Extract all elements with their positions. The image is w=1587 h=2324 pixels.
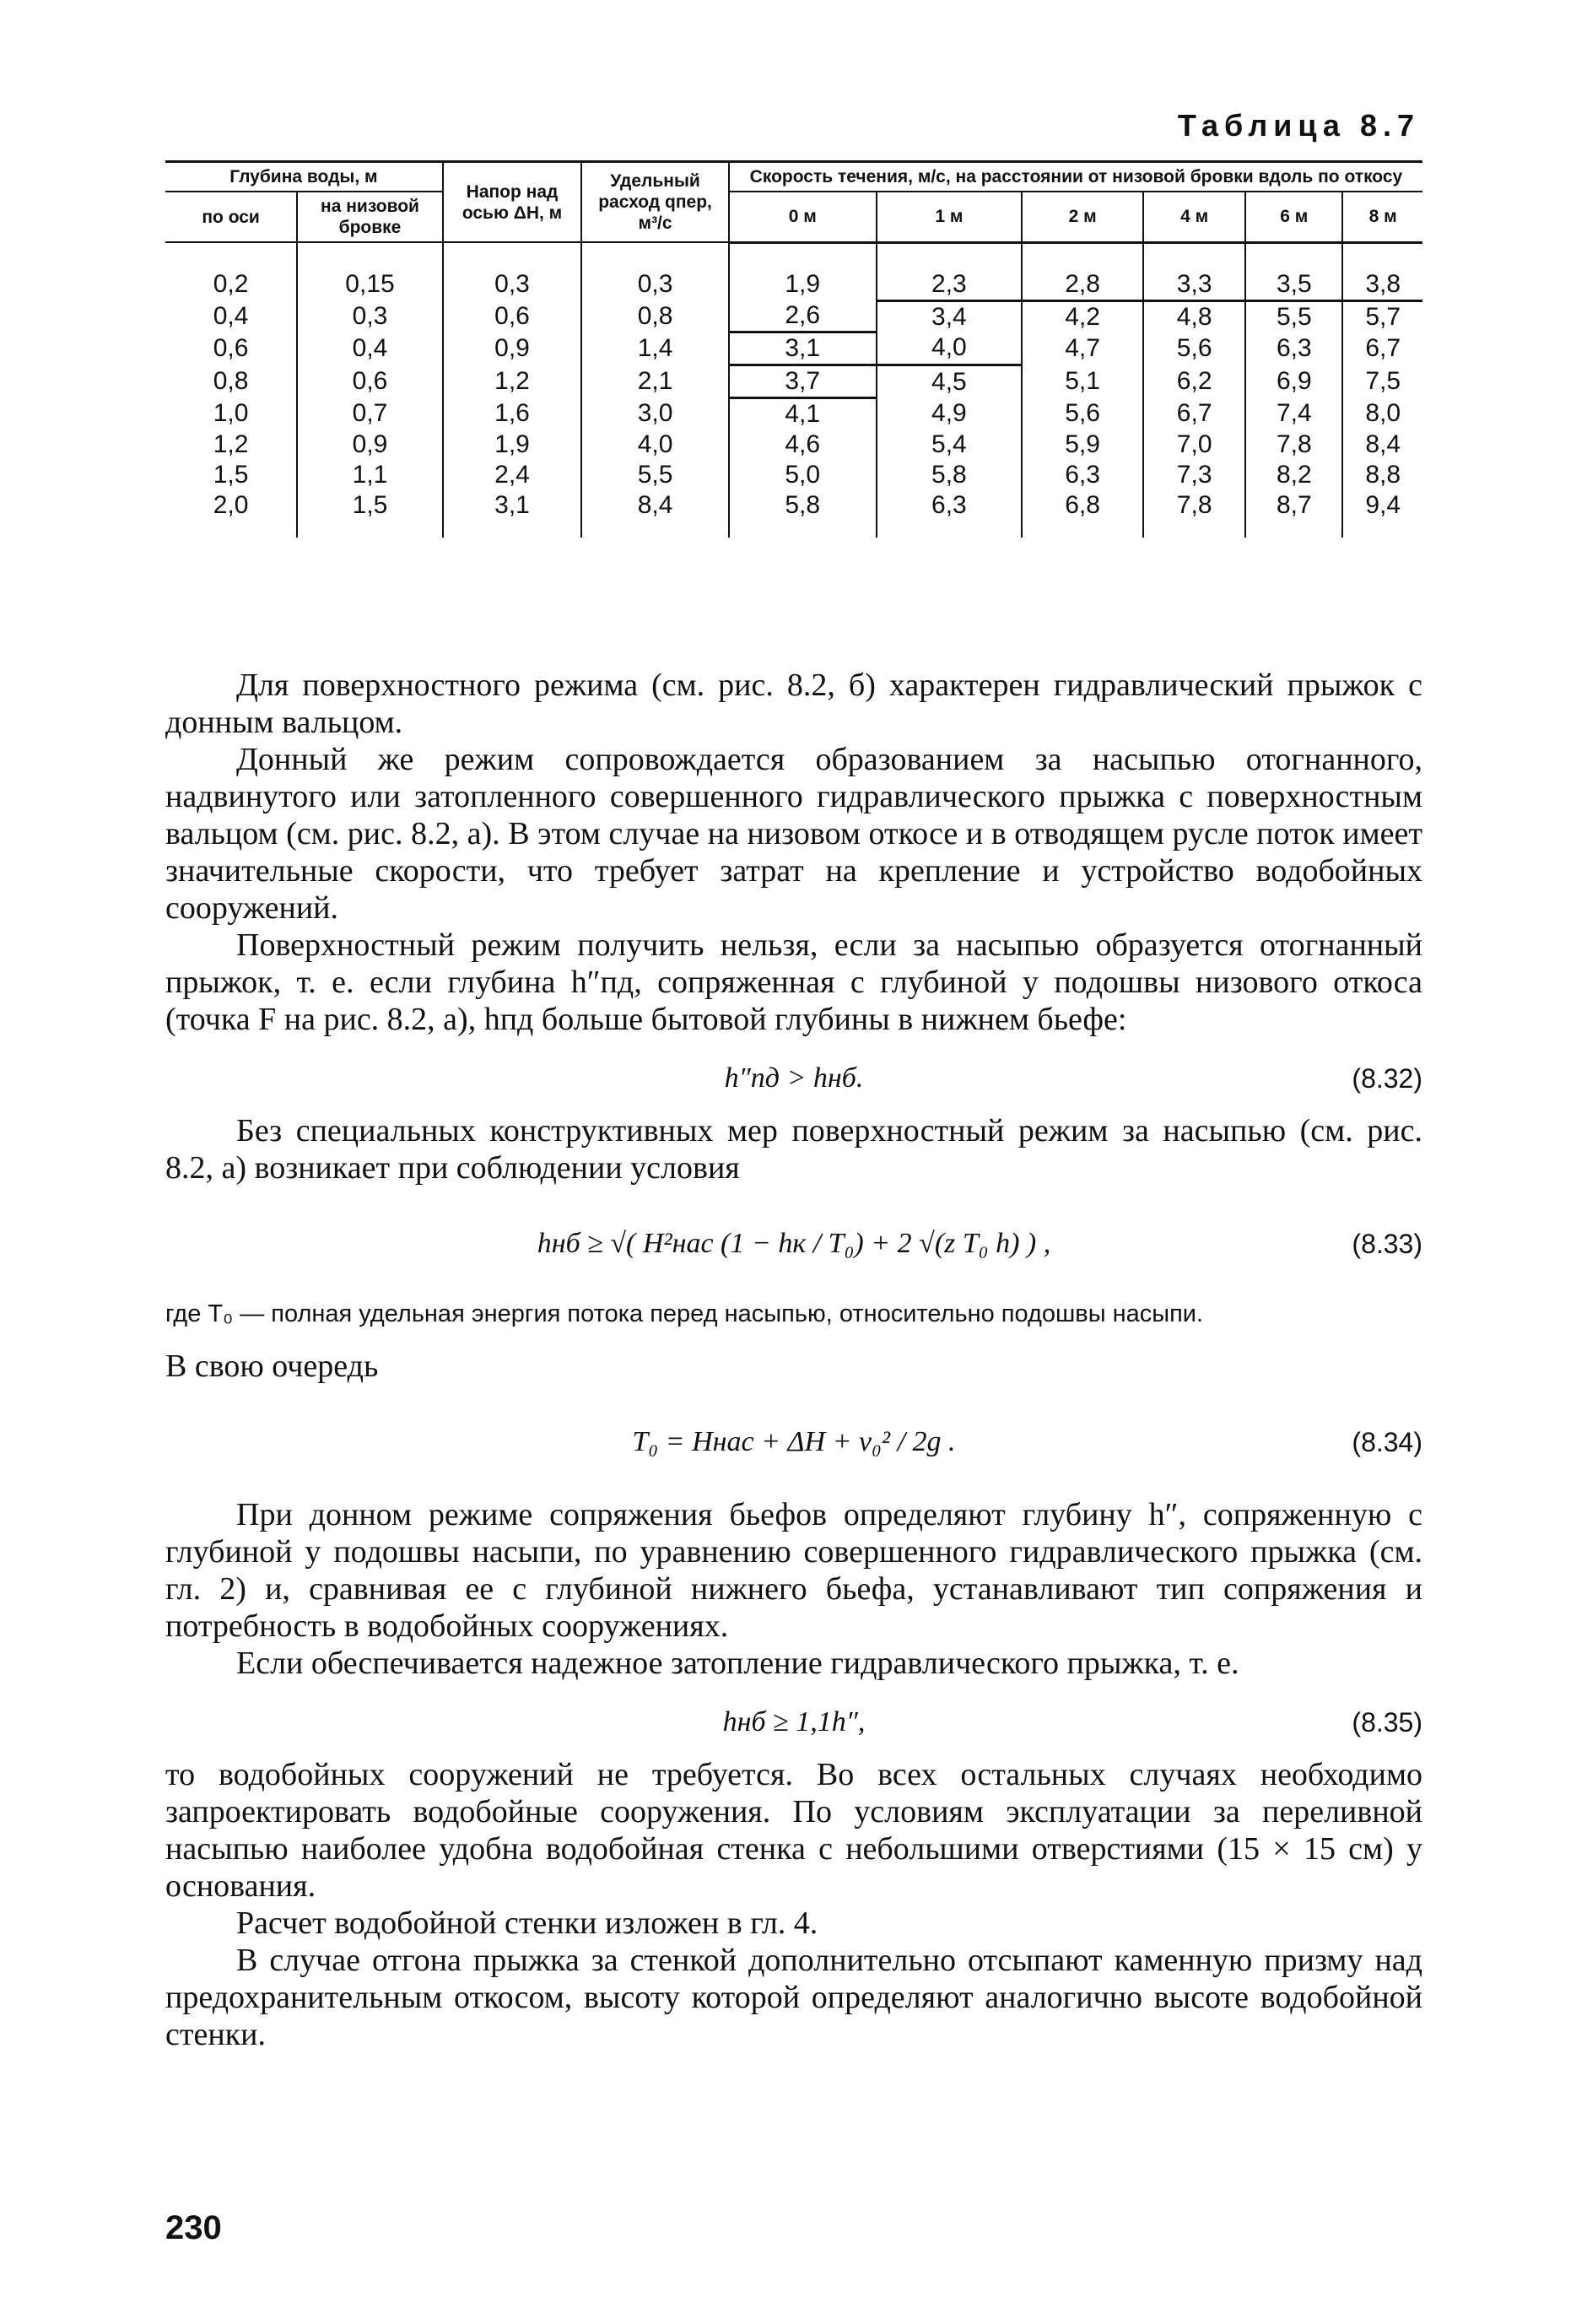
paragraph: Поверхностный режим получить нельзя, если за насыпью образуется отогнанный прыжок, т. е. если глубина h″пд, сопряженная с глубиной у подошвы низового откоса (точка F на рис. 8.2, а), hпд больше бытовой глубины в нижнем бьефе:: [165, 927, 1422, 1037]
table-cell: 7,8: [1245, 430, 1342, 460]
table-cell: 8,8: [1342, 460, 1422, 490]
table-cell: 2,6: [729, 300, 877, 332]
table-cell: 0,6: [443, 300, 581, 332]
header-distance: 1 м: [877, 192, 1023, 242]
table-cell: 7,4: [1245, 398, 1342, 430]
table-cell: 7,5: [1342, 365, 1422, 398]
table-cell: 6,3: [877, 490, 1023, 538]
table-cell: 1,2: [443, 365, 581, 398]
table-row: [165, 242, 1422, 300]
table-cell: 8,7: [1245, 490, 1342, 538]
table-cell: 5,8: [877, 460, 1023, 490]
table-cell: 2,3: [877, 242, 1023, 300]
table-row: [165, 332, 1422, 365]
table-cell: 4,5: [877, 365, 1023, 398]
header-specific-flow: Удельный расход qпер, м³/с: [581, 162, 729, 243]
table-row: [165, 300, 1422, 332]
header-velocity-group: Скорость течения, м/с, на расстоянии от низовой бровки вдоль по откосу: [729, 162, 1422, 192]
table-cell: 0,3: [297, 300, 443, 332]
table-cell: 5,7: [1342, 300, 1422, 332]
table-cell: 0,6: [213, 334, 249, 362]
formula-expression: hнб ≥ √( H²нас (1 − hк / T₀) + 2 √(z T₀ h) ) ,: [537, 1228, 1051, 1259]
header-distance: 0 м: [729, 192, 877, 242]
table-cell: 1,0: [213, 399, 249, 428]
header-distance: 8 м: [1342, 192, 1422, 242]
table-cell: 8,0: [1342, 398, 1422, 430]
table-cell: 3,7: [729, 365, 877, 398]
table-cell: 0,4: [297, 332, 443, 365]
table-cell: 4,6: [729, 430, 877, 460]
table-cell: 6,7: [1143, 398, 1245, 430]
formula-8-34: [165, 1397, 1422, 1489]
table-cell: 6,8: [1022, 490, 1143, 538]
table-cell: 5,5: [581, 460, 729, 490]
formula-8-35: [165, 1694, 1422, 1749]
table-cell: 8,4: [581, 490, 729, 538]
table-cell: 1,5: [213, 461, 249, 489]
table-cell: 7,8: [1143, 490, 1245, 538]
table-cell: 8,2: [1245, 460, 1342, 490]
paragraph: Если обеспечивается надежное затопление гидравлического прыжка, т. е.: [236, 1646, 1239, 1681]
table-cell: 6,2: [1143, 365, 1245, 398]
table-cell: 1,2: [213, 430, 249, 458]
formula-8-32: [165, 1050, 1422, 1105]
table-cell: 0,8: [213, 367, 249, 395]
table-cell: 2,0: [213, 491, 249, 519]
table-cell: 5,5: [1245, 300, 1342, 332]
paragraph: При донном режиме сопряжения бьефов определяют глубину h″, сопряженную с глубиной у подошвы насыпи, по уравнению совершенного гидравлического прыжка (см. гл. 2) и, сравнивая ее с глубиной нижнего бьефа, устанавливают тип сопряжения и потребность в водобойных сооружениях.: [165, 1497, 1422, 1644]
table-cell: 1,1: [297, 460, 443, 490]
table-cell: 5,8: [729, 490, 877, 538]
table-cell: 6,9: [1245, 365, 1342, 398]
table-cell: 3,8: [1342, 242, 1422, 300]
table-cell: 9,4: [1342, 490, 1422, 538]
table-cell: 2,1: [581, 365, 729, 398]
table-caption: Таблица 8.7: [1177, 108, 1420, 143]
table-cell: 1,4: [581, 332, 729, 365]
table-cell: 0,15: [297, 242, 443, 300]
header-depth-group: Глубина воды, м: [165, 162, 443, 192]
table-cell: 1,6: [443, 398, 581, 430]
table-row: [165, 490, 1422, 538]
table-cell: 7,3: [1143, 460, 1245, 490]
table-cell: 0,4: [213, 301, 249, 330]
paragraph: В свою очередь: [165, 1348, 379, 1384]
table-cell: 4,2: [1022, 300, 1143, 332]
formula-number: (8.32): [1352, 1063, 1422, 1094]
table-cell: 6,7: [1342, 332, 1422, 365]
formula-8-33: [165, 1198, 1422, 1291]
formula-number: (8.35): [1352, 1707, 1422, 1738]
table-cell: 5,1: [1022, 365, 1143, 398]
header-lower-edge: на низовой бровке: [297, 192, 443, 242]
header-distance: 2 м: [1022, 192, 1143, 242]
table-cell: 3,1: [729, 332, 877, 365]
page-number: 230: [165, 2209, 222, 2246]
table-cell: 5,6: [1143, 332, 1245, 365]
table-cell: 3,0: [581, 398, 729, 430]
table-cell: 1,9: [443, 430, 581, 460]
velocity-table: [165, 160, 1422, 538]
table-cell: 4,9: [877, 398, 1023, 430]
table-cell: 3,5: [1245, 242, 1342, 300]
formula-number: (8.34): [1352, 1427, 1422, 1457]
table-cell: 1,9: [729, 242, 877, 300]
table-cell: 5,9: [1022, 430, 1143, 460]
table-cell: 0,9: [297, 430, 443, 460]
table-cell: 6,3: [1245, 332, 1342, 365]
header-axis: по оси: [165, 192, 297, 242]
body-text: [165, 667, 1422, 2053]
table-cell: 0,9: [443, 332, 581, 365]
table-cell: 5,0: [729, 460, 877, 490]
table-cell: 3,1: [443, 490, 581, 538]
table-row: [165, 430, 1422, 460]
table-cell: 4,1: [729, 398, 877, 430]
table-cell: 1,5: [297, 490, 443, 538]
table-row: [165, 365, 1422, 398]
paragraph: Донный же режим сопровождается образованием за насыпью отогнанного, надвинутого или затопленного совершенного гидравлического прыжка с поверхностным вальцом (см. рис. 8.2, а). В этом случае на низовом откосе и в отводящем русле поток имеет значительные скорости, что требует затрат на крепление и устройство водобойных сооружений.: [165, 742, 1422, 926]
paragraph: В случае отгона прыжка за стенкой дополнительно отсыпают каменную призму над предохранительным откосом, высоту которой определяют аналогично высоте водобойной стенки.: [165, 1943, 1422, 2052]
table-cell: 3,4: [877, 300, 1023, 332]
table-row: [165, 460, 1422, 490]
table-cell: 7,0: [1143, 430, 1245, 460]
table-cell: 4,0: [581, 430, 729, 460]
table-cell: 5,4: [877, 430, 1023, 460]
table-cell: 3,3: [1143, 242, 1245, 300]
header-distance: 4 м: [1143, 192, 1245, 242]
table-cell: 0,3: [581, 242, 729, 300]
header-distance: 6 м: [1245, 192, 1342, 242]
table-cell: 4,8: [1143, 300, 1245, 332]
paragraph: Расчет водобойной стенки изложен в гл. 4.: [236, 1905, 818, 1941]
table-cell: 0,6: [297, 365, 443, 398]
table-cell: 6,3: [1022, 460, 1143, 490]
paragraph: то водобойных сооружений не требуется. Во всех остальных случаях необходимо запроектировать водобойные сооружения. По условиям эксплуатации за переливной насыпью наиболее удобна водобойная стенка с небольшими отверстиями (15 × 15 см) у основания.: [165, 1757, 1422, 1904]
header-head: Напор над осью ΔH, м: [443, 162, 581, 243]
table-cell: 0,2: [213, 270, 249, 298]
table-cell: 0,3: [443, 242, 581, 300]
formula-note: где T₀ — полная удельная энергия потока перед насыпью, относительно подошвы насыпи.: [165, 1300, 1204, 1327]
formula-expression: T₀ = Hнас + ΔH + v₀² / 2g .: [632, 1426, 956, 1457]
formula-number: (8.33): [1352, 1229, 1422, 1259]
table-cell: 4,7: [1022, 332, 1143, 365]
paragraph: Без специальных конструктивных мер поверхностный режим за насыпью (см. рис. 8.2, а) возникает при соблюдении условия: [165, 1113, 1422, 1186]
table-cell: 0,8: [581, 300, 729, 332]
paragraph: Для поверхностного режима (см. рис. 8.2, б) характерен гидравлический прыжок с донным вальцом.: [165, 667, 1422, 740]
table-cell: 2,4: [443, 460, 581, 490]
table-cell: 8,4: [1342, 430, 1422, 460]
table-row: [165, 398, 1422, 430]
table-cell: 4,0: [877, 332, 1023, 365]
table-cell: 5,6: [1022, 398, 1143, 430]
formula-expression: h″пд > hнб.: [724, 1062, 864, 1094]
formula-expression: hнб ≥ 1,1h″,: [722, 1706, 866, 1738]
table-cell: 2,8: [1022, 242, 1143, 300]
table-cell: 0,7: [297, 398, 443, 430]
